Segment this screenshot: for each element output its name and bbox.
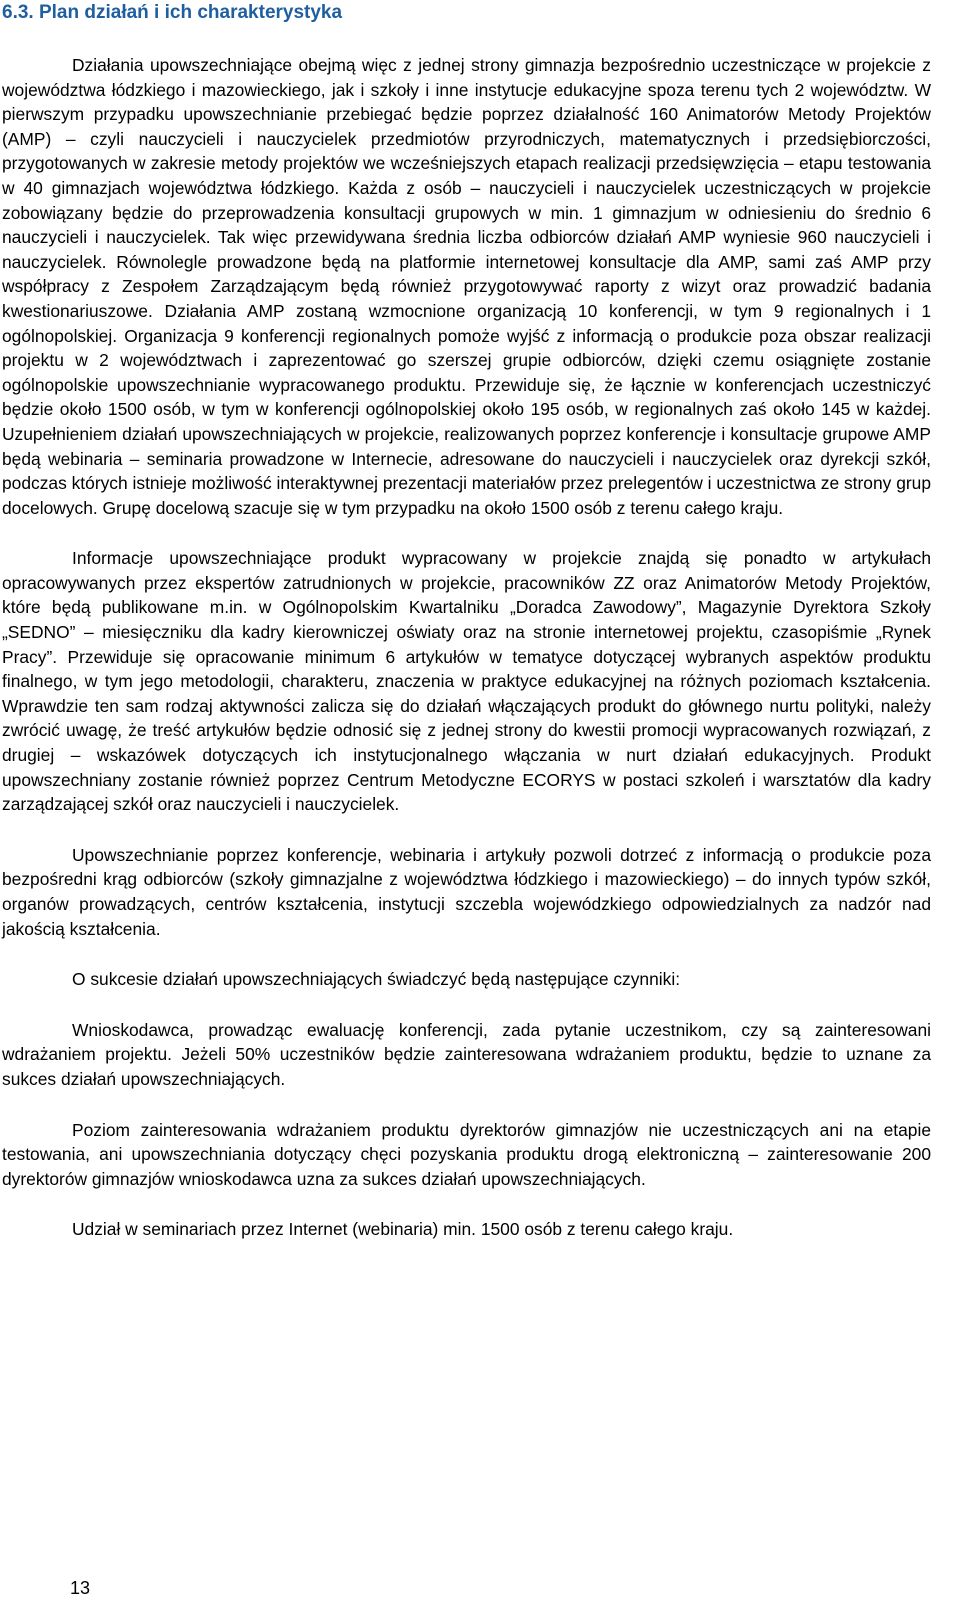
paragraph-success-intro: O sukcesie działań upowszechniających świadczyć będą następujące czynniki: bbox=[72, 969, 681, 990]
paragraph-reach: Upowszechnianie poprzez konferencje, webinaria i artykuły pozwoli dotrzeć z informacją o produkcie poza bezpośredni krąg odbiorców (szkoły gimnazjalne z województwa łódzkiego i mazowieckiego) – do innych typów szkół, organów prowadzących, centrów kształcenia, instytucji szczebla wojewódzkiego odpowiedzialnych za nadzór nad jakością kształcenia. bbox=[2, 844, 931, 939]
section-heading: 6.3. Plan działań i ich charakterystyka bbox=[2, 2, 343, 23]
paragraph-dissemination-overview: Działania upowszechniające obejmą więc z jednej strony gimnazja bezpośrednio uczestniczące w projekcie z województwa łódzkiego i mazowieckiego, jak i szkoły i inne instytucje edukacyjne spoza terenu tych 2 województw. W pierwszym przypadku upowszechnianie przebiegać będzie poprzez działalność 160 Animatorów Metody Projektów (AMP) – czyli nauczycieli i nauczycielek przedmiotów przyrodniczych, matematycznych i przedsiębiorczości, przygotowanych w zakresie metody projektów we wcześniejszych etapach realizacji przedsięwzięcia – etapu testowania w 40 gimnazjach województwa łódzkiego. Każda z osób – nauczycieli i nauczycielek uczestniczących w projekcie zobowiązany będzie do przeprowadzenia konsultacji grupowych w min. 1 gimnazjum w odniesieniu do średnio 6 nauczycieli i nauczycielek. Tak więc przewidywana średnia liczba odbiorców działań AMP wyniesie 960 nauczycieli i nauczycielek. Równolegle prowadzone będą na platformie internetowej konsultacje dla AMP, sami zaś AMP przy współpracy z Zespołem Zarządzającym będą również przygotowywać raporty z wizyt oraz prowadzić badania kwestionariuszowe. Działania AMP zostaną wzmocnione organizacją 10 konferencji, w tym 9 regionalnych i 1 ogólnopolskiej. Organizacja 9 konferencji regionalnych pomoże wyjść z informacją o produkcie poza obszar realizacji projektu w 2 województwach i zaprezentować go szerszej grupie odbiorców, dzięki czemu osiągnięte zostanie ogólnopolskie upowszechnianie wypracowanego produktu. Przewiduje się, że łącznie w konferencjach uczestniczyć będzie około 1500 osób, w tym w konferencji ogólnopolskiej około 195 osób, w regionalnych zaś około 145 w każdej. Uzupełnieniem działań upowszechniających w projekcie, realizowanych poprzez konferencje i konsultacje grupowe AMP będą webinaria – seminaria prowadzone w Internecie, adresowane do nauczycieli i nauczycielek oraz dyrekcji szkół, podczas których istnieje możliwość interaktywnej prezentacji materiałów przez prelegentów i uczestnictwa ze strony grup docelowych. Grupę docelową szacuje się w tym przypadku na około 1500 osób z terenu całego kraju. bbox=[2, 55, 931, 518]
paragraph-articles: Informacje upowszechniające produkt wypracowany w projekcie znajdą się ponadto w artykułach opracowywanych przez ekspertów zatrudnionych w projekcie, pracowników ZZ oraz Animatorów Metody Projektów, które będą publikowane m.in. w Ogólnopolskim Kwartalniku „Doradca Zawodowy”, Magazynie Dyrektora Szkoły „SEDNO” – miesięczniku dla kadry kierowniczej oświaty oraz na stronie internetowej projektu, czasopiśmie „Rynek Pracy”. Przewiduje się opracowanie minimum 6 artykułów w tematyce dotyczącej wybranych aspektów produktu finalnego, w tym jego metodologii, charakteru, znaczenia w praktyce edukacyjnej na różnych poziomach kształcenia. Wprawdzie ten sam rodzaj aktywności zalicza się do działań włączających produkt do głównego nurtu polityki, należy zwrócić uwagę, że treść artykułów będzie odnosić się z jednej strony do kwestii promocji wypracowanych rozwiązań, z drugiej – wskazówek dotyczących ich instytucjonalnego włączania w nurt działań edukacyjnych. Produkt upowszechniany zostanie również poprzez Centrum Metodyczne ECORYS w postaci szkoleń i warsztatów dla kadry zarządzającej szkół oraz nauczycieli i nauczycielek. bbox=[2, 548, 931, 815]
page-number: 13 bbox=[70, 1578, 91, 1598]
paragraph-success-conference: Wnioskodawca, prowadząc ewaluację konferencji, zada pytanie uczestnikom, czy są zainteresowani wdrażaniem projektu. Jeżeli 50% uczestników będzie zainteresowana wdrażaniem produktu, będzie to uznane za sukces działań upowszechniających. bbox=[2, 1019, 931, 1089]
body-text bbox=[2, 53, 931, 1268]
paragraph-success-directors: Poziom zainteresowania wdrażaniem produktu dyrektorów gimnazjów nie uczestniczących ani na etapie testowania, ani upowszechniania dotyczący chęci pozyskania produktu drogą elektroniczną – zainteresowanie 200 dyrektorów gimnazjów wnioskodawca uzna za sukces działań upowszechniających. bbox=[2, 1119, 931, 1189]
paragraph-success-webinars: Udział w seminariach przez Internet (webinaria) min. 1500 osób z terenu całego kraju. bbox=[72, 1219, 734, 1240]
